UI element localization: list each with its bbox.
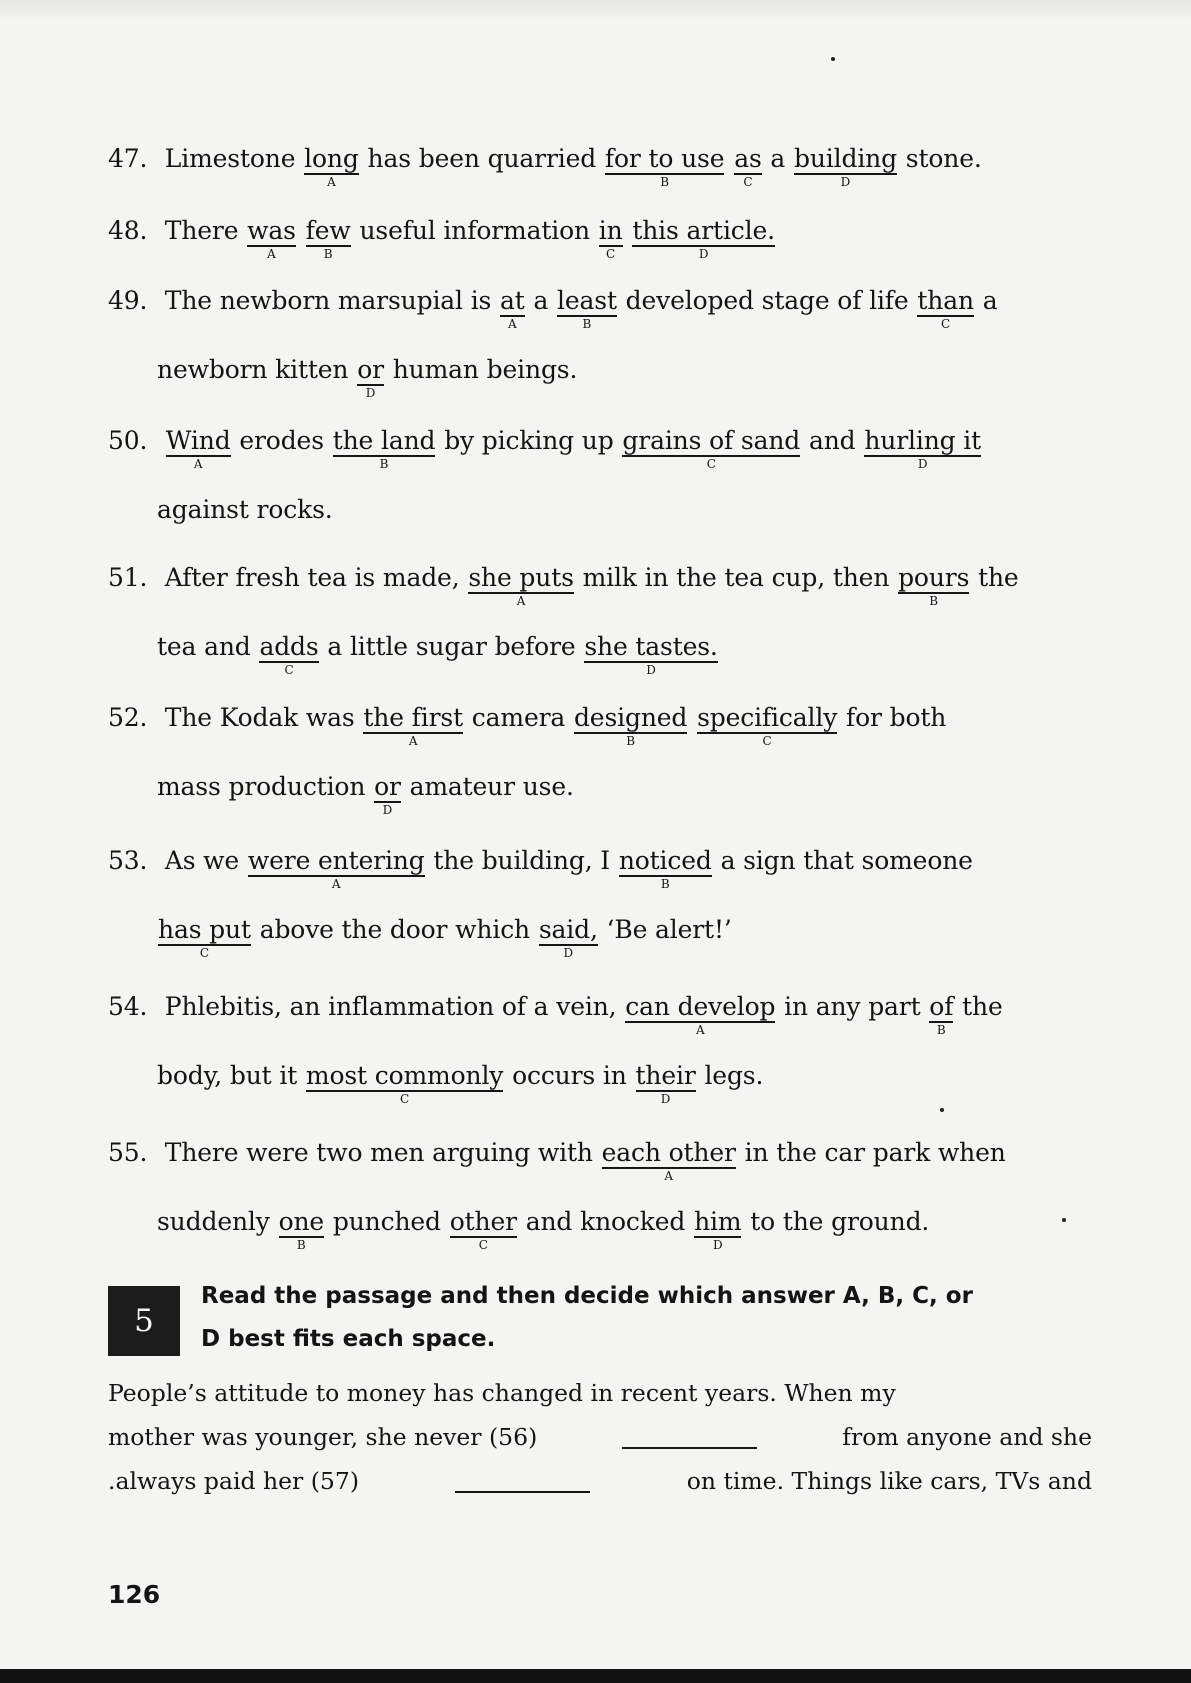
option-label-b: B	[660, 877, 670, 891]
underlined-phrase: noticed	[618, 846, 712, 875]
underlined-phrase: for to use	[604, 144, 725, 173]
question-line-continued	[157, 497, 333, 522]
option-segment-a[interactable]	[165, 426, 232, 471]
option-label-c: C	[762, 734, 772, 748]
question-text: punched	[332, 1207, 449, 1236]
page-number: 126	[108, 1580, 161, 1609]
passage-text: mother was younger, she never (56)	[108, 1423, 538, 1451]
option-segment-c[interactable]	[916, 286, 975, 331]
question-number: 55.	[108, 1138, 148, 1167]
question-text: Phlebitis, an inflammation of a vein,	[164, 992, 625, 1021]
underlined-phrase: long	[304, 144, 359, 173]
question-text: developed stage of life	[625, 286, 917, 315]
question-text: occurs in	[512, 1061, 635, 1090]
question-text: amateur use.	[409, 772, 574, 801]
underlined-phrase: she puts	[468, 563, 574, 592]
question-line	[108, 216, 776, 261]
option-label-c: C	[743, 175, 753, 189]
question-text: above the door which	[259, 915, 538, 944]
option-label-a: A	[664, 1169, 674, 1183]
underlined-phrase: were entering	[247, 846, 425, 875]
option-segment-b[interactable]	[278, 1207, 326, 1252]
option-segment-b[interactable]	[897, 563, 970, 608]
underlined-phrase: him	[694, 1207, 742, 1236]
option-label-b: B	[323, 247, 333, 261]
option-label-d: D	[646, 663, 656, 677]
question-text: in the car park when	[744, 1138, 1006, 1167]
question-text: useful information	[359, 216, 598, 245]
passage-text: on time. Things like cars, TVs and	[686, 1467, 1092, 1495]
question-line	[108, 286, 998, 331]
question-text: milk in the tea cup, then	[582, 563, 898, 592]
question-text: a	[770, 144, 793, 173]
underlined-phrase: than	[917, 286, 974, 315]
scan-speck	[831, 57, 835, 61]
option-segment-b[interactable]	[332, 426, 437, 471]
option-segment-d[interactable]	[635, 1061, 697, 1106]
passage-text: .always paid her (57)	[108, 1467, 359, 1495]
underlined-phrase: most commonly	[305, 1061, 504, 1090]
option-label-d: D	[917, 457, 928, 471]
underlined-phrase: has put	[158, 915, 251, 944]
question-text: in any part	[784, 992, 929, 1021]
option-segment-a[interactable]	[362, 703, 464, 748]
option-label-d: D	[698, 247, 709, 261]
option-segment-d[interactable]	[631, 216, 776, 261]
question-text: by picking up	[444, 426, 622, 455]
section-number-badge: 5	[108, 1286, 180, 1356]
section-instruction: Read the passage and then decide which answer A, B, C, or D best fits each space.	[201, 1283, 973, 1352]
underlined-phrase: was	[247, 216, 296, 245]
question-text: legs.	[704, 1061, 764, 1090]
underlined-phrase: she tastes.	[584, 632, 718, 661]
question-text: a little sugar before	[327, 632, 584, 661]
option-segment-b[interactable]	[556, 286, 618, 331]
question-text: to the ground.	[750, 1207, 930, 1236]
option-label-c: C	[941, 317, 951, 331]
option-label-a: A	[408, 734, 418, 748]
question-text: mass production	[157, 772, 374, 801]
question-text: erodes	[239, 426, 332, 455]
option-segment-a[interactable]	[601, 1138, 737, 1183]
option-label-d: D	[382, 803, 393, 817]
question-line	[108, 1138, 1006, 1183]
underlined-phrase: can develop	[625, 992, 776, 1021]
question-text: for both	[845, 703, 947, 732]
underlined-phrase: of	[929, 992, 954, 1021]
option-segment-c[interactable]	[598, 216, 624, 261]
question-text: a	[533, 286, 557, 315]
option-label-d: D	[712, 1238, 723, 1252]
underlined-phrase: said,	[538, 915, 598, 944]
option-label-a: A	[508, 317, 517, 331]
option-segment-a[interactable]	[467, 563, 574, 608]
scan-speck	[1062, 1218, 1066, 1222]
passage-line	[108, 1415, 1092, 1459]
question-text: newborn kitten	[157, 355, 357, 384]
reading-passage	[108, 1371, 1092, 1503]
question-text: the	[978, 563, 1019, 592]
option-segment-c[interactable]	[157, 915, 252, 960]
option-segment-d[interactable]	[693, 1207, 742, 1252]
question-line-continued	[157, 1207, 930, 1252]
option-label-b: B	[626, 734, 636, 748]
option-label-d: D	[840, 175, 851, 189]
option-label-d: D	[563, 946, 574, 960]
option-label-b: B	[929, 594, 939, 608]
question-text: suddenly	[157, 1207, 278, 1236]
underlined-phrase: pours	[898, 563, 970, 592]
option-segment-a[interactable]	[246, 216, 297, 261]
question-line	[108, 846, 973, 891]
underlined-phrase: adds	[259, 632, 319, 661]
question-text: The Kodak was	[164, 703, 363, 732]
option-segment-c[interactable]	[258, 632, 319, 677]
option-label-c: C	[284, 663, 294, 677]
option-segment-a[interactable]	[624, 992, 776, 1037]
question-text: ‘Be alert!’	[606, 915, 732, 944]
question-text: The newborn marsupial is	[164, 286, 500, 315]
underlined-phrase: designed	[573, 703, 688, 732]
question-text: the building, I	[433, 846, 618, 875]
question-text: stone.	[905, 144, 982, 173]
option-segment-b[interactable]	[573, 703, 688, 748]
underlined-phrase: Wind	[165, 426, 231, 455]
option-label-c: C	[706, 457, 716, 471]
option-segment-d[interactable]	[793, 144, 898, 189]
option-segment-c[interactable]	[305, 1061, 504, 1106]
question-text: against rocks.	[157, 495, 333, 524]
question-line	[108, 563, 1019, 608]
option-label-a: A	[267, 247, 276, 261]
question-number: 52.	[108, 703, 148, 732]
option-segment-d[interactable]	[538, 915, 599, 960]
question-number: 48.	[108, 216, 148, 245]
question-number: 49.	[108, 286, 148, 315]
underlined-phrase: specifically	[697, 703, 838, 732]
option-label-a: A	[193, 457, 203, 471]
question-text: Limestone	[164, 144, 304, 173]
question-text: and knocked	[525, 1207, 694, 1236]
question-text: camera	[471, 703, 573, 732]
question-text: There	[164, 216, 247, 245]
question-line-continued	[157, 915, 732, 960]
underlined-phrase: or	[374, 772, 401, 801]
passage-line	[108, 1459, 1092, 1503]
option-label-c: C	[606, 247, 616, 261]
underlined-phrase: few	[305, 216, 351, 245]
question-line-continued	[157, 355, 578, 400]
option-label-a: A	[516, 594, 526, 608]
answer-blank-57[interactable]	[455, 1491, 590, 1493]
question-text: There were two men arguing with	[164, 1138, 601, 1167]
underlined-phrase: as	[734, 144, 762, 173]
answer-blank-56[interactable]	[622, 1447, 757, 1449]
underlined-phrase: least	[557, 286, 617, 315]
option-label-a: A	[331, 877, 341, 891]
passage-text: People’s attitude to money has changed in recent years. When my	[108, 1379, 896, 1407]
option-segment-c[interactable]	[449, 1207, 518, 1252]
question-text: a sign that someone	[720, 846, 973, 875]
option-segment-c[interactable]	[696, 703, 838, 748]
option-label-a: A	[327, 175, 336, 189]
option-label-b: B	[936, 1023, 946, 1037]
scan-speck	[940, 1108, 944, 1112]
underlined-phrase: their	[635, 1061, 696, 1090]
option-segment-d[interactable]	[583, 632, 718, 677]
underlined-phrase: the first	[363, 703, 463, 732]
question-line	[108, 426, 982, 471]
question-line	[108, 703, 947, 748]
option-label-b: B	[379, 457, 389, 471]
question-text: a	[982, 286, 998, 315]
option-segment-a[interactable]	[499, 286, 526, 331]
question-number: 54.	[108, 992, 148, 1021]
question-number: 53.	[108, 846, 148, 875]
question-line-continued	[157, 632, 719, 677]
option-segment-c[interactable]	[733, 144, 762, 189]
question-number: 47.	[108, 144, 148, 173]
underlined-phrase: one	[278, 1207, 325, 1236]
question-line-continued	[157, 772, 574, 817]
underlined-phrase: this article.	[632, 216, 775, 245]
option-label-a: A	[695, 1023, 705, 1037]
option-label-c: C	[400, 1092, 410, 1106]
option-label-b: B	[660, 175, 670, 189]
question-number: 50.	[108, 426, 148, 455]
question-text: As we	[164, 846, 247, 875]
option-segment-b[interactable]	[928, 992, 954, 1037]
underlined-phrase: or	[357, 355, 384, 384]
question-text: has been quarried	[367, 144, 604, 173]
option-label-d: D	[365, 386, 376, 400]
passage-text: from anyone and she	[842, 1423, 1092, 1451]
option-segment-a[interactable]	[247, 846, 426, 891]
question-text: tea and	[157, 632, 259, 661]
underlined-phrase: the land	[332, 426, 436, 455]
option-label-c: C	[478, 1238, 488, 1252]
option-segment-b[interactable]	[604, 144, 725, 189]
underlined-phrase: hurling it	[864, 426, 982, 455]
question-line	[108, 992, 1003, 1037]
option-segment-b[interactable]	[305, 216, 352, 261]
option-segment-b[interactable]	[618, 846, 713, 891]
underlined-phrase: other	[449, 1207, 517, 1236]
underlined-phrase: in	[598, 216, 623, 245]
option-segment-d[interactable]	[356, 355, 385, 400]
underlined-phrase: building	[793, 144, 897, 173]
question-text: body, but it	[157, 1061, 305, 1090]
underlined-phrase: each other	[601, 1138, 736, 1167]
question-line	[108, 144, 982, 189]
option-label-c: C	[199, 946, 210, 960]
option-segment-d[interactable]	[373, 772, 402, 817]
question-number: 51.	[108, 563, 148, 592]
underlined-phrase: grains of sand	[622, 426, 801, 455]
option-segment-d[interactable]	[863, 426, 982, 471]
option-segment-a[interactable]	[303, 144, 360, 189]
option-label-b: B	[582, 317, 592, 331]
option-label-d: D	[660, 1092, 671, 1106]
underlined-phrase: at	[500, 286, 525, 315]
question-text: After fresh tea is made,	[164, 563, 468, 592]
question-text: human beings.	[392, 355, 578, 384]
option-label-b: B	[296, 1238, 306, 1252]
option-segment-c[interactable]	[621, 426, 801, 471]
question-text: and	[808, 426, 864, 455]
question-text: the	[962, 992, 1003, 1021]
question-line-continued	[157, 1061, 764, 1106]
passage-line	[108, 1371, 1092, 1415]
